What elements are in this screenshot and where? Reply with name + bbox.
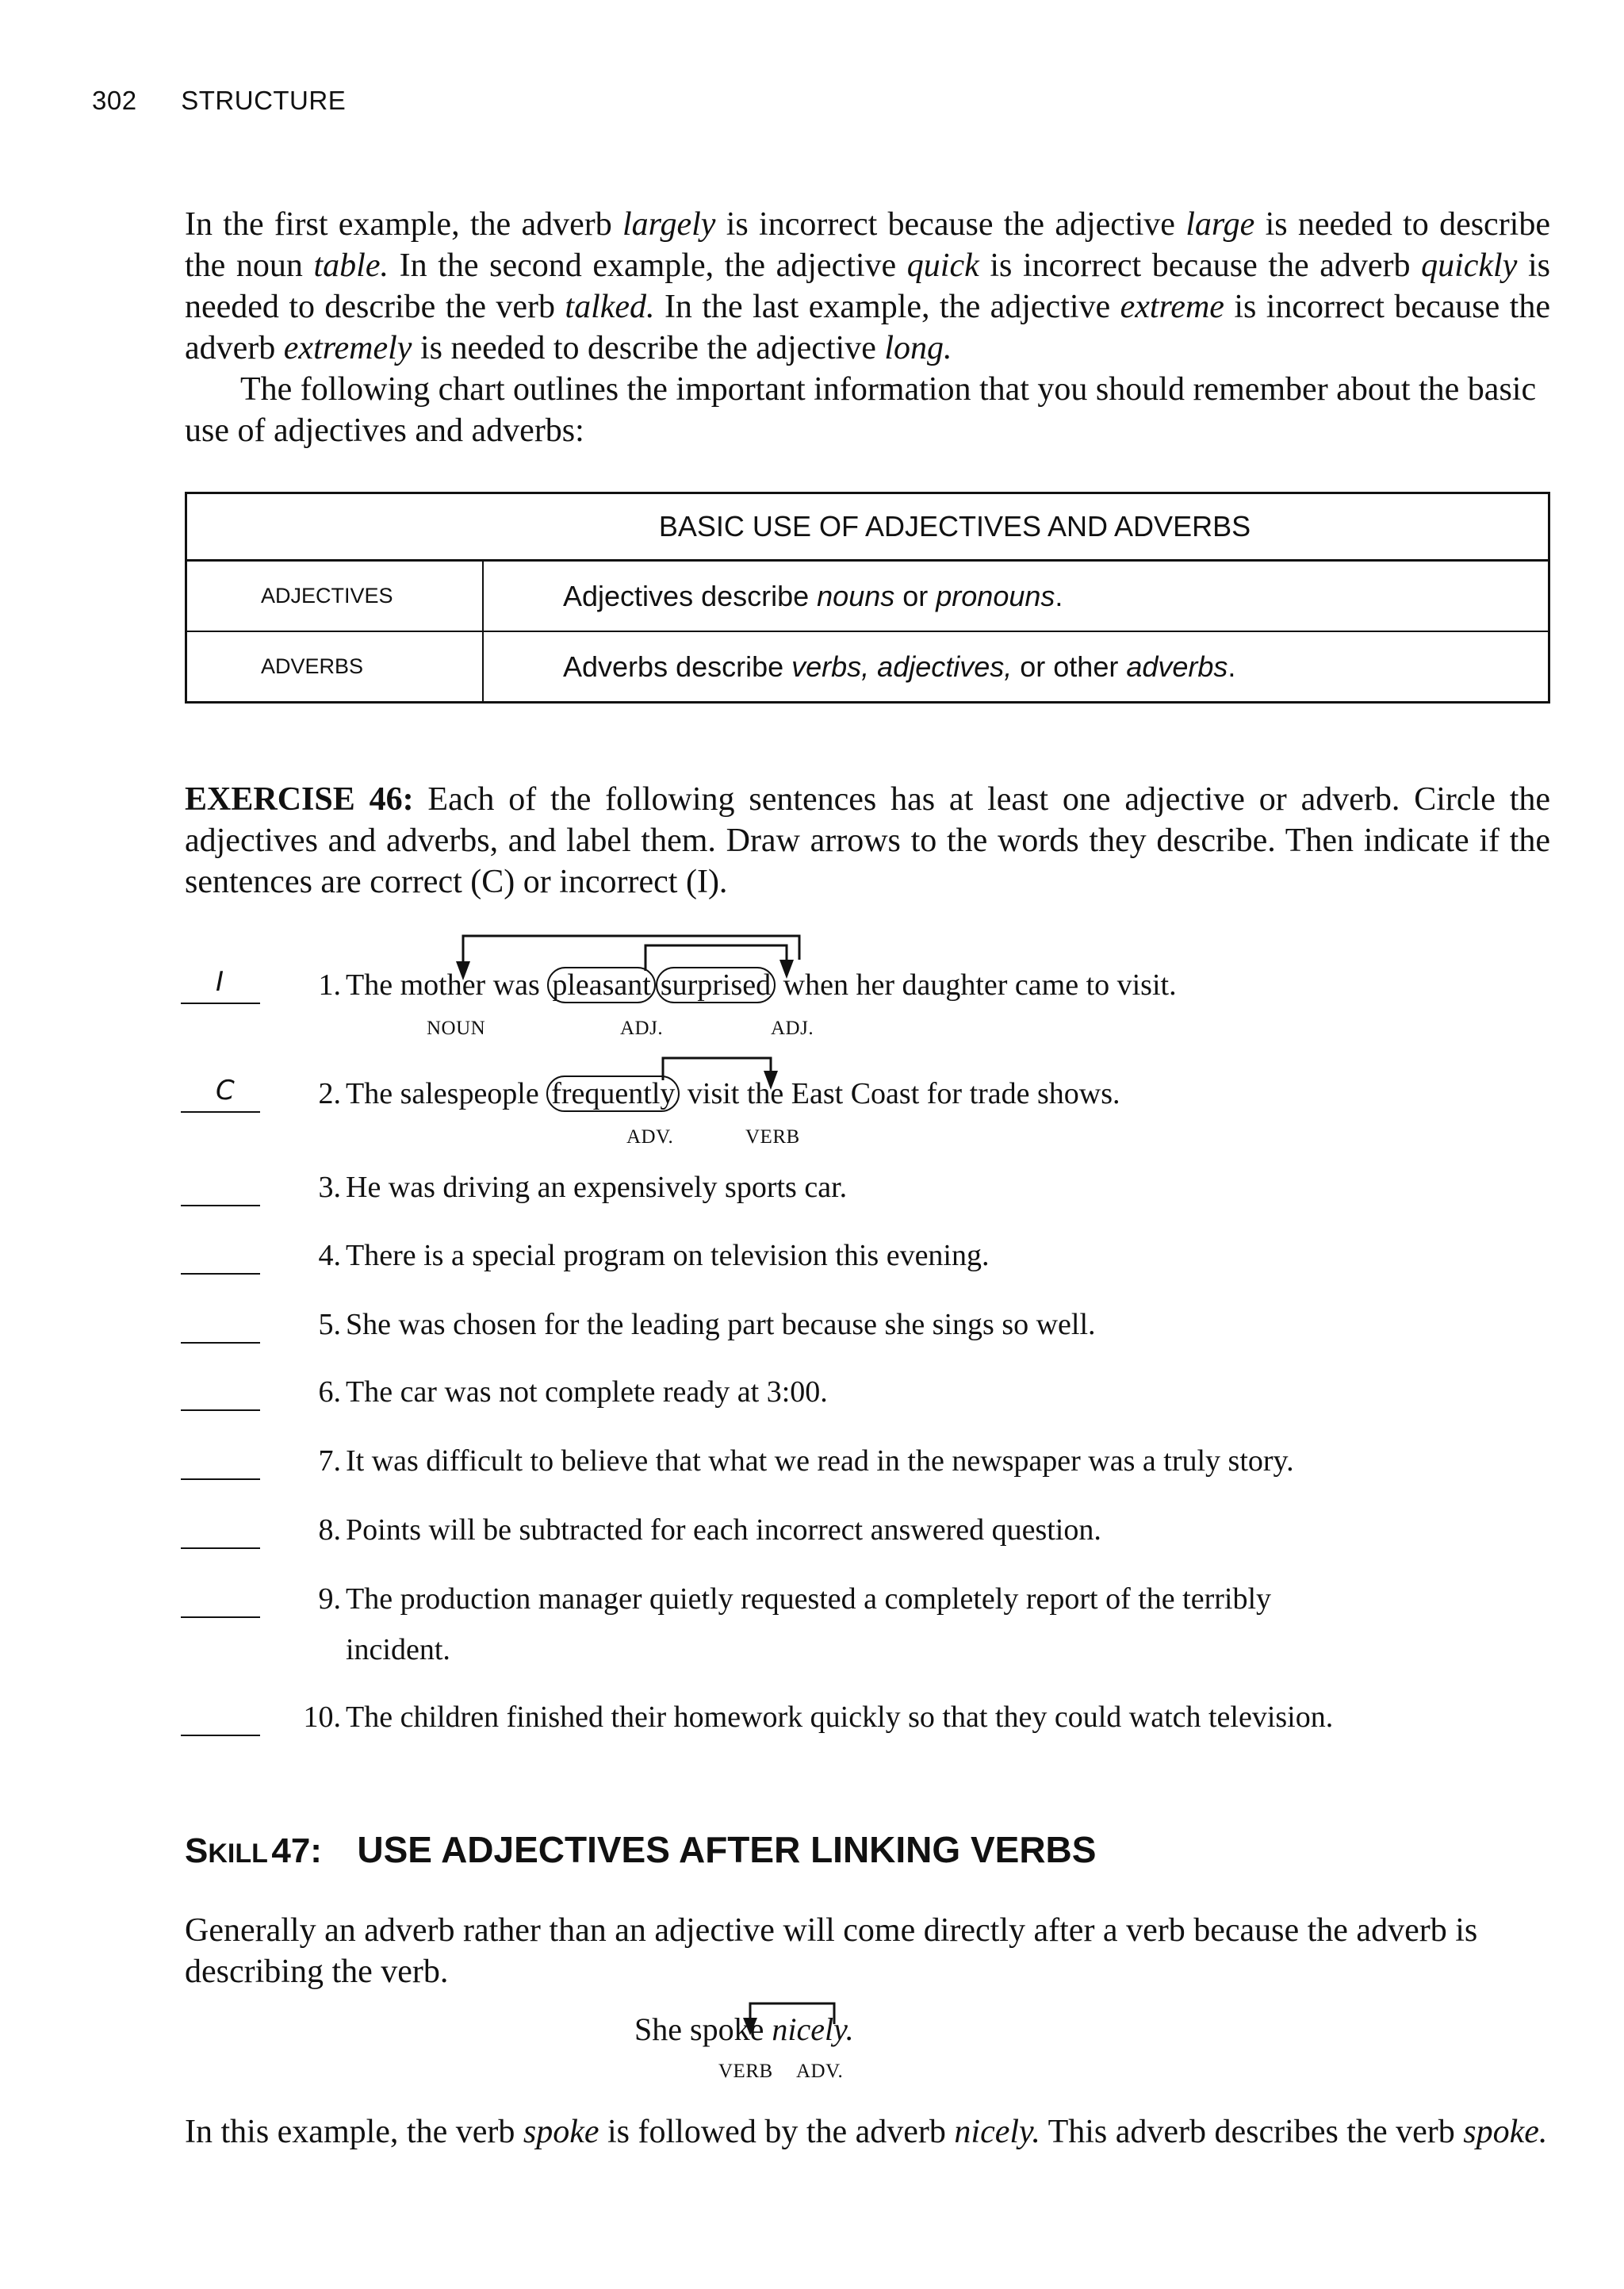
item-sentence: He was driving an expensively sports car. [346,1171,848,1204]
exercise-text: Each of the following sentences has at least one adjective or adverb. Circle the adjectives and adverbs, and label them. Draw arrows to the words they describe. Then indicate if the sentences are correct (C) or incorrect (I). [185,781,1550,900]
item-sentence: The production manager quietly requested a completely report of the terribly [346,1582,1272,1616]
item-sentence: Points will be subtracted for each incorrect answered question. [346,1513,1101,1547]
answer-blank[interactable] [181,1735,260,1736]
item-sentence: The salespeople frequently visit the East Coast for trade shows. [346,1077,1120,1110]
answer-mark: C [216,1075,235,1106]
answer-blank[interactable] [181,1478,260,1480]
answer-blank[interactable] [181,1111,260,1113]
item-number: 10. [303,1700,341,1734]
exercise-item [181,1076,1576,1124]
chart-row-desc: Adjectives describe nouns or pronouns. [563,580,1063,612]
page-number: 302 [92,86,137,115]
exercise-item [181,1375,1576,1422]
exercise-item [181,1170,1576,1217]
exercise-item [181,1700,1576,1747]
circled-word: pleasant [547,967,656,1003]
item-number: 7. [318,1444,341,1478]
exercise-item [181,1444,1576,1491]
answer-blank[interactable] [181,1547,260,1549]
exercise-item [181,1582,1576,1680]
circled-word: frequently [546,1075,680,1112]
label-tag: VERB [718,2061,773,2082]
label-tag: ADJ. [771,1018,814,1039]
item-sentence: The children finished their homework quickly so that they could watch television. [346,1700,1334,1734]
example-sentence: She spoke nicely. [634,2011,854,2047]
label-tag: ADJ. [620,1018,664,1039]
skill-intro [185,1910,1550,1992]
skill-heading: SKILL 47: USE ADJECTIVES AFTER LINKING VERBS [185,1829,1097,1870]
exercise-item [181,1238,1576,1286]
item-number: 3. [318,1171,341,1204]
circled-word: surprised [656,967,776,1003]
label-tag: NOUN [427,1018,486,1039]
label-tag: ADV. [626,1126,674,1148]
chart-row-desc: Adverbs describe verbs, adjectives, or other adverbs. [563,650,1236,683]
answer-blank[interactable] [181,1205,260,1206]
item-number: 6. [318,1375,341,1409]
intro-paragraph-2: The following chart outlines the important information that you should remember about the basic use of adjectives and adverbs: [185,371,1537,449]
chart-row-label: ADJECTIVES [187,562,484,631]
skill-paragraph-2: In this example, the verb spoke is followed by the adverb nicely. This adverb describes the verb spoke. [185,2114,1548,2150]
skill-explanation [185,2111,1550,2153]
section-title: STRUCTURE [181,86,347,115]
item-sentence-continued: incident. [346,1633,450,1666]
example-adverb: nicely. [772,2011,854,2047]
item-sentence: There is a special program on television this evening. [346,1239,990,1272]
answer-mark: I [216,966,224,998]
item-sentence: It was difficult to believe that what we read in the newspaper was a truly story. [346,1444,1294,1478]
answer-blank[interactable] [181,1273,260,1275]
answer-blank[interactable] [181,1342,260,1344]
exercise-item [181,968,1576,1015]
chart-title: BASIC USE OF ADJECTIVES AND ADVERBS [187,494,1548,562]
intro-paragraph-1: In the first example, the adverb largely is incorrect because the adjective large is needed to describe the noun table. In the second example, the adjective quick is incorrect because the adverb quickly is needed to describe the verb talked. In the last example, the adjective extreme is incorrect because the adverb extremely is needed to describe the adjective long. [185,206,1550,366]
answer-blank[interactable] [181,1409,260,1411]
answer-blank[interactable] [181,1003,260,1004]
item-number: 8. [318,1513,341,1547]
item-sentence: The mother was pleasant surprised when her daughter came to visit. [346,968,1177,1002]
label-tag: VERB [745,1126,800,1148]
item-number: 5. [318,1308,341,1341]
exercise-item [181,1307,1576,1355]
exercise-item [181,1513,1576,1560]
item-number: 2. [318,1077,341,1110]
exercise-label: EXERCISE 46: [185,781,414,818]
item-sentence: She was chosen for the leading part because she sings so well. [346,1308,1096,1341]
item-number: 1. [318,968,341,1002]
example-verb: spoke [690,2011,764,2047]
item-sentence: The car was not complete ready at 3:00. [346,1375,828,1409]
skill-paragraph-1: Generally an adverb rather than an adjective will come directly after a verb because the adverb is describing the verb. [185,1912,1478,1990]
label-tag: ADV. [796,2061,844,2082]
item-number: 9. [318,1582,341,1616]
item-number: 4. [318,1239,341,1272]
chart-row-label: ADVERBS [187,632,484,701]
answer-blank[interactable] [181,1616,260,1618]
